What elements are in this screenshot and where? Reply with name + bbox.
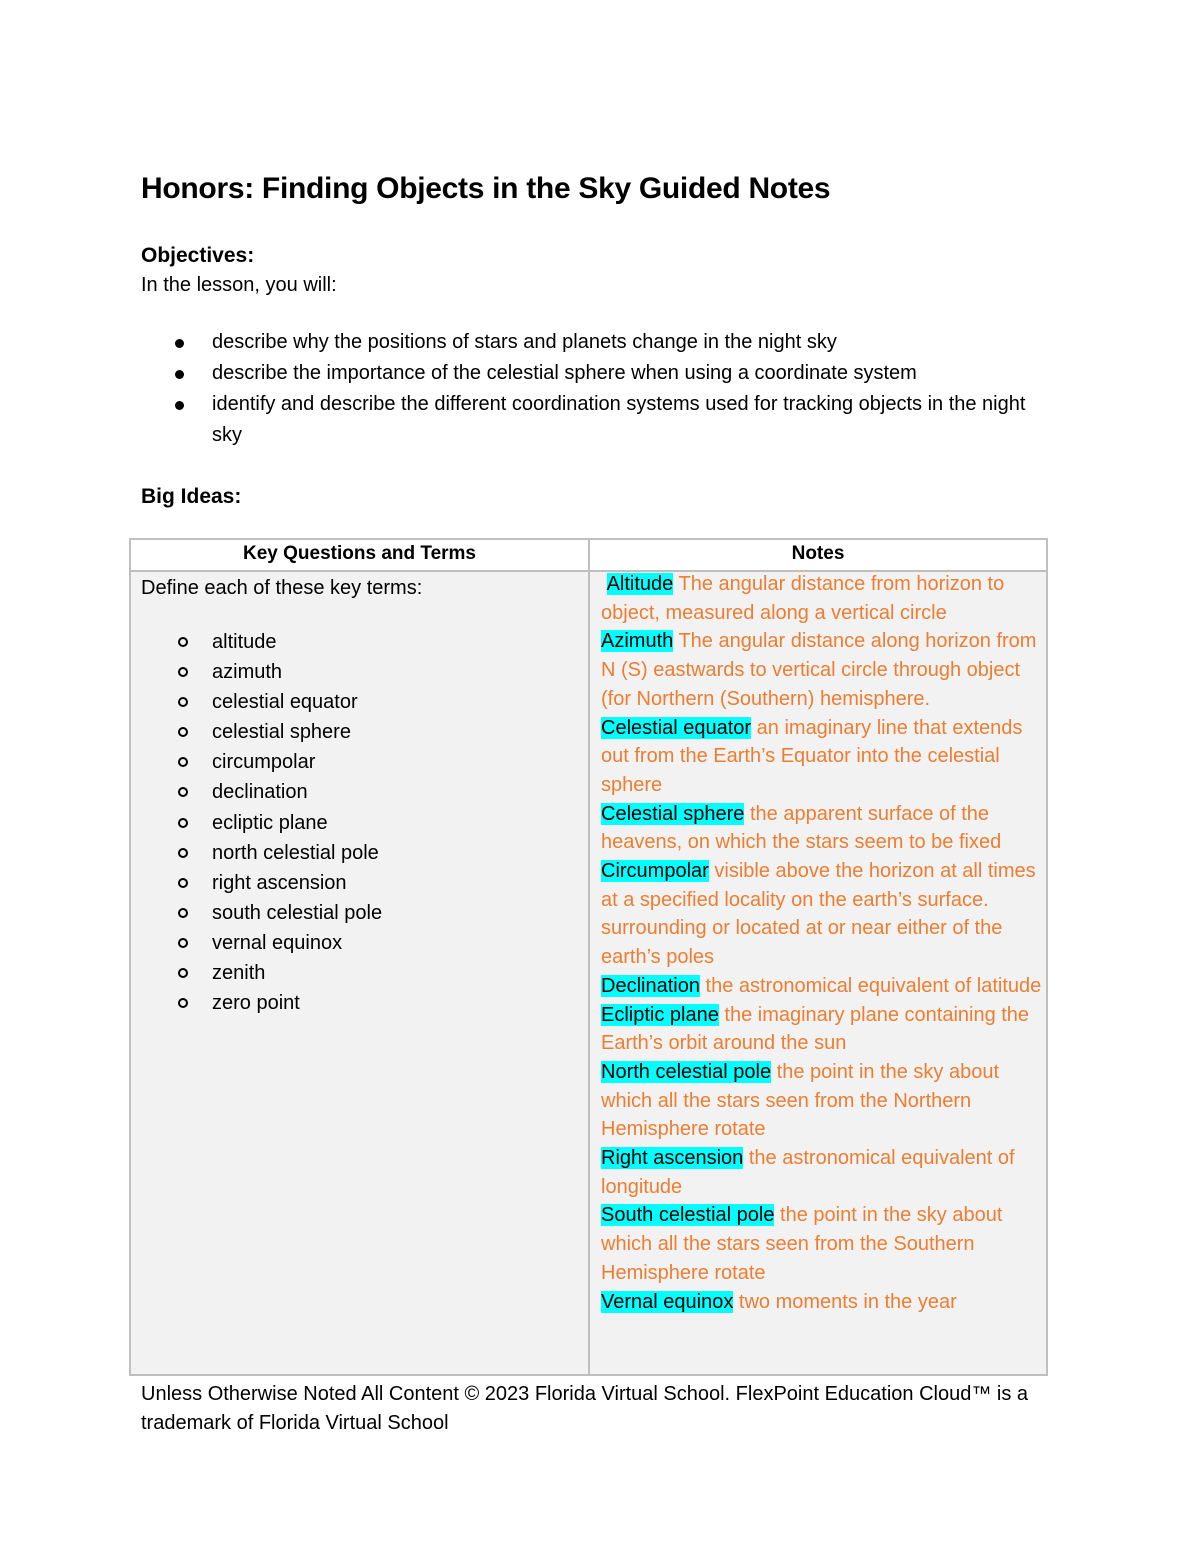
- note-term: South celestial pole: [601, 1204, 775, 1227]
- note-definition: visible above the horizon at all times at a specified locality on the earth’s surface. surrounding or located at or near either of the earth’s poles: [601, 860, 1036, 969]
- note-term: Celestial equator: [601, 716, 752, 739]
- key-term-item: [141, 838, 581, 868]
- circle-bullet-icon: [178, 878, 188, 888]
- note-term: Right ascension: [601, 1147, 744, 1170]
- key-term-item: [141, 868, 581, 898]
- note-term: Azimuth: [601, 630, 674, 653]
- key-term-item: [141, 808, 581, 838]
- objectives-list: [141, 327, 1051, 451]
- note-definition: the imaginary plane containing the Earth’s orbit around the sun: [601, 1003, 1030, 1055]
- note-definition: the astronomical equivalent of longitude: [601, 1147, 1015, 1198]
- note-term: North celestial pole: [601, 1060, 772, 1083]
- key-term: declination: [212, 781, 308, 804]
- key-term-item: [141, 928, 581, 958]
- key-term: south celestial pole: [212, 901, 383, 924]
- key-term: zero point: [212, 992, 300, 1015]
- note-term: Declination: [601, 974, 700, 997]
- note-entry: [601, 1288, 1046, 1317]
- objectives-intro: In the lesson, you will:: [141, 274, 337, 296]
- notes-cell: [601, 570, 1046, 1316]
- page-title: Honors: Finding Objects in the Sky Guided Notes: [141, 172, 831, 205]
- column-header-notes: Notes: [791, 543, 845, 564]
- objective-text: identify and describe the different coordination systems used for tracking objects in the night sky: [212, 393, 1026, 446]
- note-definition: two moments in the year: [738, 1290, 957, 1313]
- note-definition: The angular distance from horizon to object, measured along a vertical circle: [601, 573, 1005, 624]
- circle-bullet-icon: [178, 908, 188, 918]
- key-term-item: [141, 687, 581, 717]
- note-entry: [601, 1144, 1046, 1201]
- note-definition: the astronomical equivalent of latitude: [705, 974, 1042, 997]
- objective-item: [141, 389, 1051, 451]
- note-entry: [601, 714, 1046, 800]
- key-term-item: [141, 747, 581, 777]
- key-term: celestial sphere: [212, 721, 351, 744]
- note-definition: The angular distance along horizon from N (S) eastwards to vertical circle through object (for Northern (Southern) hemisphere.: [601, 630, 1037, 710]
- key-term: zenith: [212, 962, 266, 985]
- column-header-questions: Key Questions and Terms: [243, 543, 476, 564]
- circle-bullet-icon: [178, 757, 188, 767]
- objective-text: describe the importance of the celestial sphere when using a coordinate system: [212, 362, 917, 384]
- bullet-icon: [175, 401, 184, 410]
- key-term: ecliptic plane: [212, 811, 328, 834]
- circle-bullet-icon: [178, 938, 188, 948]
- key-term: right ascension: [212, 871, 347, 894]
- note-entry: [601, 1201, 1046, 1287]
- footer-copyright: Unless Otherwise Noted All Content © 2023 Florida Virtual School. FlexPoint Education Cloud™ is a trademark of Florida Virtual School: [141, 1383, 1029, 1434]
- note-definition: the point in the sky about which all the stars seen from the Southern Hemisphere rotate: [601, 1204, 1003, 1284]
- objective-item: [141, 327, 1051, 358]
- key-term: circumpolar: [212, 751, 316, 774]
- key-terms-list: [141, 627, 581, 1018]
- circle-bullet-icon: [178, 818, 188, 828]
- note-definition: the apparent surface of the heavens, on which the stars seem to be fixed: [601, 802, 1002, 854]
- key-term: celestial equator: [212, 691, 358, 714]
- circle-bullet-icon: [178, 697, 188, 707]
- key-term-item: [141, 627, 581, 657]
- key-term-item: [141, 717, 581, 747]
- circle-bullet-icon: [178, 848, 188, 858]
- note-term: Circumpolar: [601, 860, 709, 883]
- note-entry: [601, 627, 1046, 713]
- note-term: Ecliptic plane: [601, 1003, 719, 1026]
- note-term: Altitude: [606, 573, 674, 595]
- circle-bullet-icon: [178, 998, 188, 1008]
- objective-text: describe why the positions of stars and planets change in the night sky: [212, 331, 837, 353]
- note-entry: [601, 1001, 1046, 1058]
- note-term: Vernal equinox: [601, 1290, 734, 1313]
- circle-bullet-icon: [178, 637, 188, 647]
- key-term: north celestial pole: [212, 841, 379, 864]
- key-term-item: [141, 777, 581, 807]
- key-term: azimuth: [212, 661, 283, 684]
- objective-item: [141, 358, 1051, 389]
- bullet-icon: [175, 370, 184, 379]
- circle-bullet-icon: [178, 968, 188, 978]
- table-column-divider: [588, 540, 590, 1374]
- note-entry: [601, 570, 1046, 627]
- objectives-heading: Objectives:: [141, 244, 255, 267]
- key-terms-cell: [141, 573, 581, 1018]
- note-entry: [601, 972, 1046, 1001]
- note-entry: [601, 800, 1046, 857]
- key-term-item: [141, 898, 581, 928]
- notes-table: [129, 538, 1048, 1376]
- key-term: vernal equinox: [212, 931, 343, 954]
- key-term-item: [141, 958, 581, 988]
- note-definition: the point in the sky about which all the stars seen from the Northern Hemisphere rotate: [601, 1060, 1000, 1141]
- note-entry: [601, 857, 1046, 972]
- circle-bullet-icon: [178, 787, 188, 797]
- big-ideas-heading: Big Ideas:: [141, 485, 242, 508]
- note-entry: [601, 1058, 1046, 1144]
- circle-bullet-icon: [178, 667, 188, 677]
- bullet-icon: [175, 339, 184, 348]
- key-term: altitude: [212, 631, 277, 653]
- circle-bullet-icon: [178, 727, 188, 737]
- key-term-item: [141, 988, 581, 1018]
- key-term-item: [141, 657, 581, 687]
- note-term: Celestial sphere: [601, 802, 745, 825]
- note-definition: an imaginary line that extends out from the Earth’s Equator into the celestial sphere: [601, 716, 1023, 796]
- define-prompt: Define each of these key terms:: [141, 577, 423, 599]
